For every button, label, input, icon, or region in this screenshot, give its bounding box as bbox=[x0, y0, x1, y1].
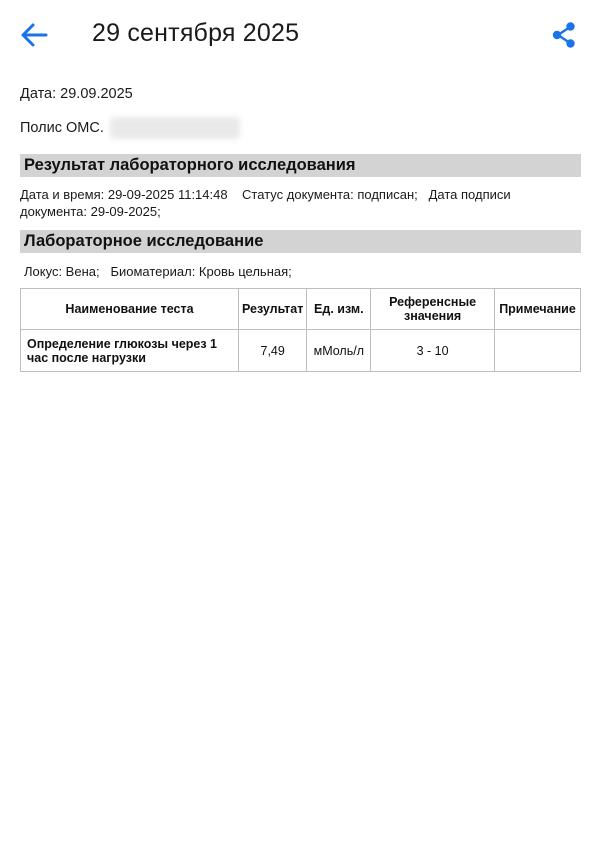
cell-result: 7,49 bbox=[238, 330, 306, 372]
cell-unit: мМоль/л bbox=[307, 330, 371, 372]
cell-note bbox=[494, 330, 580, 372]
share-icon bbox=[551, 21, 577, 49]
policy-field bbox=[20, 117, 240, 139]
cell-test-name: Определение глюкозы через 1 час после нагрузки bbox=[21, 330, 239, 372]
table-header-row bbox=[21, 289, 581, 330]
page-title: 29 сентября 2025 bbox=[92, 19, 300, 47]
header-note: Примечание bbox=[494, 289, 580, 330]
app-bar bbox=[0, 0, 600, 70]
cell-reference: 3 - 10 bbox=[371, 330, 495, 372]
date-field: Дата: 29.09.2025 bbox=[20, 86, 133, 102]
section-lab-result-title: Результат лабораторного исследования bbox=[20, 154, 581, 177]
section-lab-result-meta bbox=[20, 186, 560, 220]
meta-sign-date: Дата подписи документа: 29-09-2025; bbox=[20, 187, 511, 219]
section-lab-study-meta bbox=[24, 263, 564, 280]
meta-locus: Локус: Вена; bbox=[24, 264, 100, 279]
section-lab-study-title: Лабораторное исследование bbox=[20, 230, 581, 253]
policy-label: Полис ОМС. bbox=[20, 119, 104, 136]
lab-results-table bbox=[20, 288, 581, 372]
header-reference: Референсные значения bbox=[371, 289, 495, 330]
share-button[interactable] bbox=[546, 17, 582, 53]
meta-biomaterial: Биоматериал: Кровь цельная; bbox=[110, 264, 292, 279]
header-unit: Ед. изм. bbox=[307, 289, 371, 330]
table-row bbox=[21, 330, 581, 372]
meta-status: Статус документа: подписан; bbox=[242, 187, 418, 202]
header-result: Результат bbox=[238, 289, 306, 330]
policy-value-redacted bbox=[110, 117, 240, 139]
back-button[interactable] bbox=[14, 17, 54, 53]
meta-datetime: Дата и время: 29-09-2025 11:14:48 bbox=[20, 187, 228, 202]
header-test-name: Наименование теста bbox=[21, 289, 239, 330]
arrow-back-icon bbox=[20, 22, 48, 48]
